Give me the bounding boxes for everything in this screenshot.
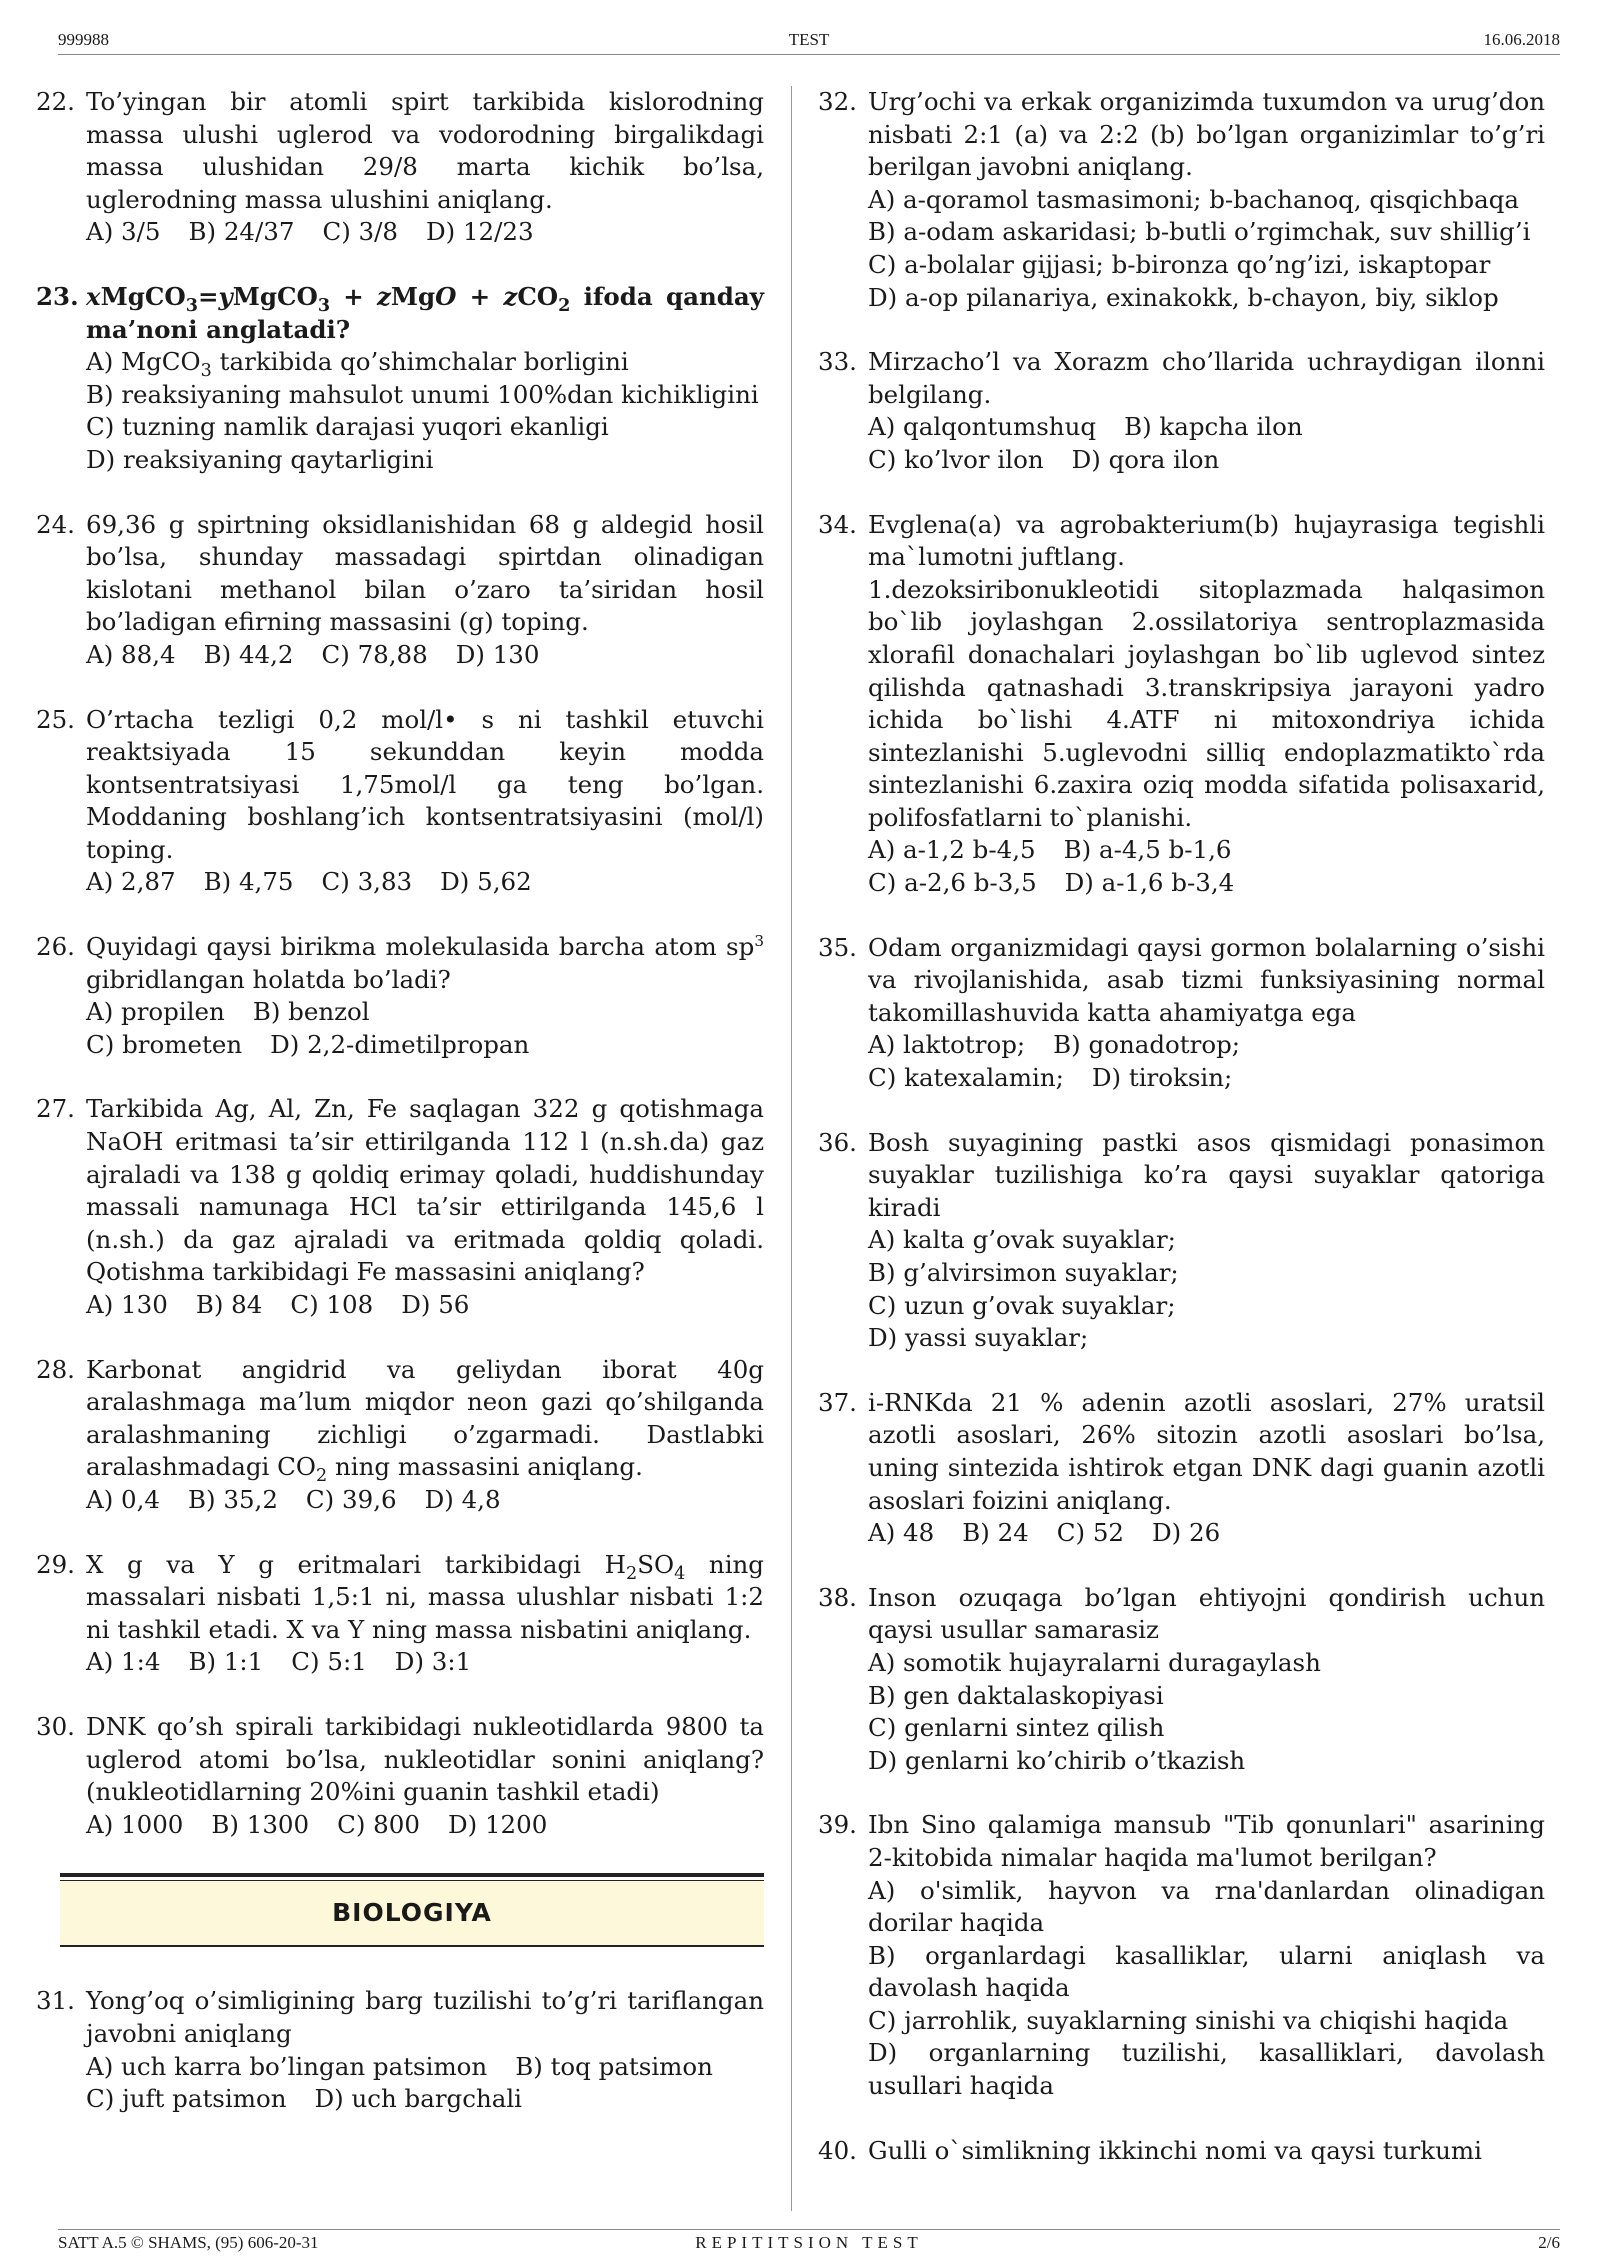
options-row-2	[868, 444, 1545, 477]
option-b: B) 24	[962, 1518, 1029, 1548]
question-stem: i-RNKda 21 % adenin azotli asoslari, 27% uratsil azotli asoslari, 26% sitozin azotli asoslari bo’lsa, uning sintezida ishtirok etgan DNK dagi guanin azotli asoslari foizini aniqlang.	[868, 1387, 1545, 1515]
options	[868, 1517, 1545, 1550]
option-c: C) uzun g’ovak suyaklar;	[868, 1290, 1176, 1320]
option-c: C) 5:1	[291, 1647, 367, 1677]
option-d: D) 56	[401, 1290, 470, 1319]
question-24	[36, 509, 764, 672]
left-column	[36, 86, 764, 2148]
option-d: D) a-1,6 b-3,4	[1064, 868, 1235, 898]
option-a: A) laktotrop;	[868, 1030, 1026, 1060]
option-a: A) qalqontumshuq	[868, 412, 1097, 442]
question-statements: 1.dezoksiribonukleotidi sitoplazmada halqasimon bo`lib joylashgan 2.ossilatoriya sentroplazmasida xlorafil donachalari joylashgan bo`lib uglevod sintez qilishda qatnashadi 3.transkripsiya jarayoni yadro ichida bo`lishi 4.ATF ni mitoxondriya ichida sintezlanishi 5.uglevodni silliq endoplazmatikto`rda sintezlanishi 6.zaxira oziq modda sifatida polisaxarid, polifosfatlarni to`planishi.	[868, 574, 1545, 832]
question-number: 35.	[818, 932, 857, 962]
option-c: C) a-2,6 b-3,5	[868, 868, 1037, 898]
option-c: C) a-bolalar gijjasi; b-bironza qo’ng’izi, iskaptopar	[868, 249, 1491, 279]
question-stem: Karbonat angidrid va geliydan iborat 40g aralashmaga ma’lum miqdor neon gazi qo’shilganda aralashmaning zichligi o’zgarmadi. Dastlabki aralashmadagi $CO_2$ ning massasini aniqlang.	[86, 1354, 764, 1487]
question-22	[36, 86, 764, 249]
question-stem: X g va Y g eritmalari tarkibidagi $H_2SO_4$ ning massalari nisbati 1,5:1 ni, massa ulushlar nisbati 1:2 ni tashkil etadi. X va Y ning massa nisbatini aniqlang.	[86, 1549, 764, 1644]
question-number: 26.	[36, 932, 75, 962]
option-d: D) tiroksin;	[1091, 1063, 1233, 1093]
option-d: D) qora ilon	[1071, 444, 1220, 474]
question-27	[36, 1093, 764, 1321]
option-c: C) katexalamin;	[868, 1063, 1064, 1093]
question-number: 39.	[818, 1810, 857, 1840]
footer-publisher: SATT A.5 © SHAMS, (95) 606-20-31	[58, 2233, 319, 2252]
header-title: TEST	[788, 30, 830, 49]
options-row-2	[868, 1062, 1545, 1095]
options	[86, 1646, 764, 1679]
question-stem: Odam organizmidagi qaysi gormon bolalarning o’sishi va rivojlanishida, asab tizmi funksiyasining normal takomillashuvida katta ahamiyatga ega	[868, 932, 1545, 1027]
option-c: C) jarrohlik, suyaklarning sinishi va chiqishi haqida	[868, 2005, 1509, 2035]
question-40	[818, 2135, 1545, 2168]
option-a: A) 2,87	[86, 867, 176, 897]
option-b: B) g’alvirsimon suyaklar;	[868, 1258, 1179, 1287]
options-row-2	[868, 867, 1545, 900]
question-number: 30.	[36, 1711, 75, 1741]
question-stem: Ibn Sino qalamiga mansub "Tib qonunlari" asarining 2-kitobida nimalar haqida ma'lumot berilgan?	[868, 1810, 1545, 1872]
option-b: B) gen daktalaskopiyasi	[868, 1680, 1164, 1710]
question-31	[36, 1985, 764, 2115]
option-a: A) MgCO$_3$ tarkibida qo’shimchalar borligini	[86, 347, 629, 382]
question-29	[36, 1549, 764, 1679]
question-number: 22.	[36, 87, 75, 116]
options-row-1	[86, 2051, 764, 2084]
page-number: 2/6	[1538, 2233, 1560, 2252]
option-b: B) 1300	[211, 1809, 310, 1839]
question-number: 28.	[36, 1354, 75, 1384]
option-a: A) 130	[86, 1290, 168, 1319]
options-row-1	[868, 1029, 1545, 1062]
section-title: BIOLOGIYA	[60, 1881, 764, 1947]
option-a: A) 88,4	[86, 639, 176, 669]
question-stem: Tarkibida Ag, Al, Zn, Fe saqlagan 322 g qotishmaga NaOH eritmasi ta’sir ettirilganda 112 l (n.sh.da) gaz ajraladi va 138 g qoldiq erimay qoladi, huddishunday massali namunaga HCl ta’sir ettirilganda 145,6 l (n.sh.) da gaz ajraladi va eritmada qoldiq qoladi. Qotishma tarkibidagi Fe massasini aniqlang?	[86, 1094, 764, 1287]
option-d: D) 5,62	[440, 867, 532, 897]
options	[86, 1484, 764, 1517]
question-28	[36, 1354, 764, 1517]
question-25	[36, 704, 764, 900]
question-number: 31.	[36, 1986, 75, 2016]
option-a: A) a-1,2 b-4,5	[868, 835, 1036, 865]
question-stem: Quyidagi qaysi birikma molekulasida barcha atom $sp^3$ gibridlangan holatda bo’ladi?	[86, 931, 764, 994]
option-a: A) somotik hujayralarni duragaylash	[868, 1647, 1321, 1677]
option-b: B) 24/37	[188, 217, 295, 247]
question-stem: xMgCO$_3$=yMgCO$_3$ + zMgO + zCO$_2$ ifoda qanday ma’noni anglatadi?	[86, 281, 765, 344]
option-d: D) 3:1	[394, 1647, 472, 1677]
option-d: D) uch bargchali	[314, 2084, 523, 2114]
option-a: A) uch karra bo’lingan patsimon	[86, 2051, 488, 2081]
options	[86, 639, 764, 672]
options	[86, 1809, 764, 1842]
question-23	[36, 281, 764, 477]
question-stem: Yong’oq o’simligining barg tuzilishi to’g’ri tariflangan javobni aniqlang	[86, 1986, 764, 2048]
option-c: C) 39,6	[305, 1484, 397, 1514]
header-date: 16.06.2018	[1483, 30, 1560, 49]
option-c: C) ko’lvor ilon	[868, 444, 1044, 474]
question-number: 23.	[36, 281, 79, 311]
section-heading	[60, 1873, 764, 1947]
option-b: B) a-4,5 b-1,6	[1063, 835, 1232, 865]
question-stem: O’rtacha tezligi 0,2 mol/l• s ni tashkil etuvchi reaktsiyada 15 sekunddan keyin modda kontsentratsiyasi 1,75mol/l ga teng bo’lgan. Moddaning boshlang’ich kontsentratsiyasini (mol/l) toping.	[86, 704, 764, 864]
option-d: D) 1200	[447, 1809, 548, 1839]
question-34	[818, 509, 1545, 900]
question-39	[818, 1809, 1545, 2102]
header-code: 999988	[58, 30, 109, 49]
question-32	[818, 86, 1545, 314]
question-stem: 69,36 g spirtning oksidlanishidan 68 g aldegid hosil bo’lsa, shunday massadagi spirtdan olinadigan kislotani methanol bilan o’zaro ta’siridan hosil bo’ladigan efirning massasini (g) toping.	[86, 509, 764, 637]
question-stem: Gulli o`simlikning ikkinchi nomi va qaysi turkumi	[868, 2135, 1482, 2165]
options-row-2	[86, 2083, 764, 2116]
option-b: B) 44,2	[203, 639, 294, 669]
question-stem: Mirzacho’l va Xorazm cho’llarida uchraydigan ilonni belgilang.	[868, 347, 1545, 409]
option-c: C) 3/8	[322, 217, 398, 247]
right-column	[818, 86, 1545, 2199]
question-number: 40.	[818, 2135, 857, 2165]
option-b: B) kapcha ilon	[1124, 412, 1303, 442]
question-number: 32.	[818, 87, 857, 116]
option-a: A) 0,4	[86, 1484, 161, 1514]
page-footer	[58, 2229, 1560, 2255]
option-c: C) 52	[1056, 1518, 1125, 1548]
option-a: A) 3/5	[86, 217, 161, 247]
question-number: 24.	[36, 509, 75, 539]
question-number: 29.	[36, 1549, 75, 1579]
options-row-1	[868, 411, 1545, 444]
footer-title: REPITITSION TEST	[695, 2233, 923, 2252]
question-number: 36.	[818, 1127, 857, 1157]
option-a: A) a-qoramol tasmasimoni; b-bachanoq, qisqichbaqa	[868, 184, 1520, 214]
option-b: B) toq patsimon	[515, 2051, 713, 2081]
option-d: D) 130	[455, 639, 540, 669]
option-a: A) 48	[868, 1518, 935, 1548]
question-26	[36, 931, 764, 1061]
question-number: 25.	[36, 704, 75, 734]
options	[86, 866, 764, 899]
option-a: A) 1:4	[86, 1647, 161, 1677]
question-stem: Inson ozuqaga bo’lgan ehtiyojni qondirish uchun qaysi usullar samarasiz	[868, 1582, 1545, 1645]
question-number: 37.	[818, 1387, 857, 1417]
question-33	[818, 346, 1545, 476]
question-stem: DNK qo’sh spirali tarkibidagi nukleotidlarda 9800 ta uglerod atomi bo’lsa, nukleotidlar sonini aniqlang? (nukleotidlarning 20%ini guanin tashkil etadi)	[86, 1711, 764, 1807]
page-header	[58, 30, 1560, 55]
option-d: D) reaksiyaning qaytarligini	[86, 444, 434, 474]
option-d: D) yassi suyaklar;	[868, 1323, 1089, 1353]
option-d: D) 2,2-dimetilpropan	[270, 1029, 530, 1059]
options-row-1	[86, 996, 764, 1029]
section-rule	[60, 1873, 764, 1881]
option-b: B) reaksiyaning mahsulot unumi 100%dan kichikligini	[86, 379, 759, 409]
option-d: D) 26	[1152, 1518, 1221, 1548]
option-b: B) 4,75	[203, 867, 294, 897]
option-d: D) genlarni ko’chirib o’tkazish	[868, 1745, 1246, 1775]
options	[86, 1289, 764, 1322]
option-b: B) 1:1	[188, 1647, 264, 1677]
option-b: B) benzol	[252, 997, 370, 1027]
option-b: B) gonadotrop;	[1053, 1030, 1241, 1060]
option-c: C) 800	[337, 1809, 420, 1839]
question-36	[818, 1127, 1545, 1355]
option-d: D) 12/23	[425, 217, 534, 247]
option-a: A) kalta g’ovak suyaklar;	[868, 1225, 1176, 1255]
question-37	[818, 1387, 1545, 1550]
option-d: D) 4,8	[424, 1484, 501, 1514]
option-c: C) 3,83	[321, 867, 413, 897]
question-35	[818, 932, 1545, 1095]
option-a: A) 1000	[86, 1809, 184, 1839]
option-c: C) juft patsimon	[86, 2084, 287, 2114]
option-c: C) genlarni sintez qilish	[868, 1713, 1165, 1743]
question-38	[818, 1582, 1545, 1778]
option-b: B) organlardagi kasalliklar, ularni aniqlash va davolash haqida	[868, 1940, 1545, 2003]
option-b: B) a-odam askaridasi; b-butli o’rgimchak, suv shillig’i	[868, 217, 1531, 247]
option-b: B) 35,2	[188, 1484, 278, 1514]
question-number: 38.	[818, 1582, 857, 1612]
option-b: B) 84	[195, 1290, 263, 1319]
question-stem: Evglena(a) va agrobakterium(b) hujayrasiga tegishli ma`lumotni juftlang.	[868, 509, 1545, 572]
option-c: C) tuzning namlik darajasi yuqori ekanligi	[86, 412, 609, 442]
question-stem: Bosh suyagining pastki asos qismidagi ponasimon suyaklar tuzilishiga ko’ra qaysi suyaklar qatoriga kiradi	[868, 1127, 1545, 1222]
question-stem: Urg’ochi va erkak organizimda tuxumdon va urug’don nisbati 2:1 (a) va 2:2 (b) bo’lgan organizimlar to’g’ri berilgan javobni aniqlang.	[868, 87, 1545, 182]
options	[86, 216, 764, 249]
options-row-2	[86, 1029, 764, 1062]
option-d: D) organlarning tuzilishi, kasalliklari, davolash usullari haqida	[868, 2038, 1545, 2101]
question-number: 33.	[818, 347, 857, 377]
options-row-1	[868, 834, 1545, 867]
option-c: C) brometen	[86, 1029, 243, 1059]
option-c: C) 78,88	[321, 639, 428, 669]
option-c: C) 108	[290, 1290, 374, 1319]
question-stem: To’yingan bir atomli spirt tarkibida kislorodning massa ulushi uglerod va vodorodning birgalikdagi massa ulushidan 29/8 marta kichik bo’lsa, uglerodning massa ulushini aniqlang.	[86, 87, 764, 214]
question-number: 27.	[36, 1094, 75, 1124]
column-divider	[791, 86, 792, 2211]
option-a: A) o'simlik, hayvon va rna'danlardan olinadigan dorilar haqida	[868, 1875, 1545, 1938]
question-number: 34.	[818, 509, 857, 539]
question-30	[36, 1711, 764, 1841]
option-d: D) a-op pilanariya, exinakokk, b-chayon, biy, siklop	[868, 282, 1499, 312]
option-a: A) propilen	[86, 997, 225, 1027]
